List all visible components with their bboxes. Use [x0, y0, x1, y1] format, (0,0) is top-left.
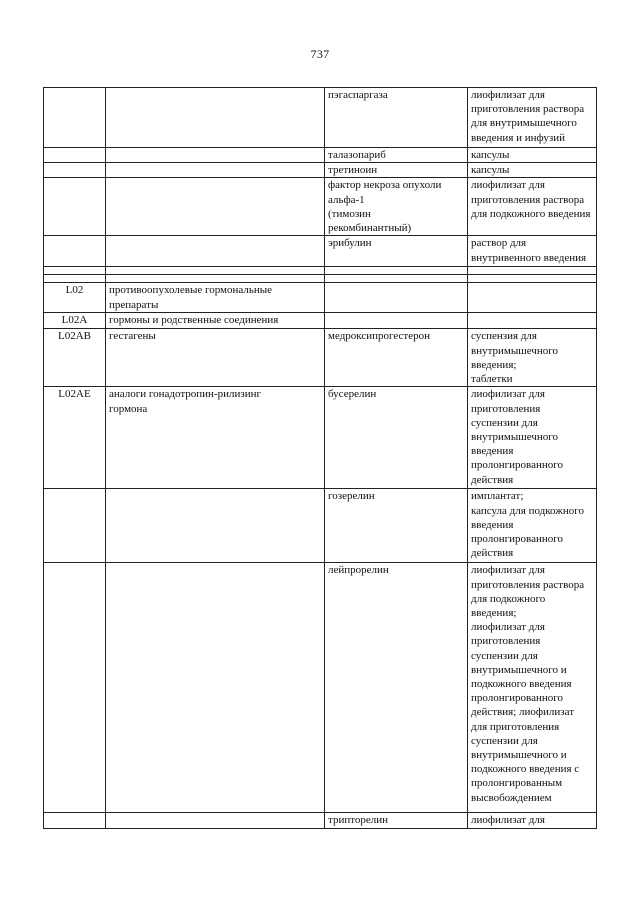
- group-name-cell: [106, 563, 325, 813]
- drug-name-cell: гозерелин: [325, 489, 468, 563]
- atc-code-cell: L02AE: [44, 387, 106, 489]
- table-row: [44, 387, 597, 489]
- atc-code-cell: [44, 275, 106, 283]
- drug-name-cell: бусерелин: [325, 387, 468, 489]
- drug-name-cell: [325, 283, 468, 313]
- table-row: [44, 267, 597, 275]
- dosage-form-cell: [468, 313, 597, 329]
- atc-code-cell: [44, 267, 106, 275]
- table-row: [44, 813, 597, 828]
- table-row: [44, 563, 597, 813]
- dosage-form-cell: [468, 275, 597, 283]
- table-body: [44, 88, 597, 829]
- group-name-cell: [106, 178, 325, 236]
- atc-code-cell: [44, 148, 106, 163]
- table-row: [44, 329, 597, 387]
- table-row: [44, 489, 597, 563]
- group-name-cell: аналоги гонадотропин-рилизинг гормона: [106, 387, 325, 489]
- drug-name-cell: [325, 275, 468, 283]
- group-name-cell: гормоны и родственные соединения: [106, 313, 325, 329]
- drug-name-cell: лейпрорелин: [325, 563, 468, 813]
- dosage-form-cell: капсулы: [468, 148, 597, 163]
- atc-code-cell: [44, 163, 106, 178]
- table-row: [44, 163, 597, 178]
- atc-code-cell: L02A: [44, 313, 106, 329]
- table-row: [44, 236, 597, 267]
- atc-code-cell: [44, 236, 106, 267]
- table-row: [44, 275, 597, 283]
- group-name-cell: [106, 267, 325, 275]
- drug-table: [43, 87, 597, 829]
- drug-name-cell: третиноин: [325, 163, 468, 178]
- dosage-form-cell: суспензия для внутримышечного введения; таблетки: [468, 329, 597, 387]
- atc-code-cell: L02AB: [44, 329, 106, 387]
- atc-code-cell: [44, 489, 106, 563]
- group-name-cell: [106, 813, 325, 828]
- table-row: [44, 313, 597, 329]
- page-number: 737: [310, 47, 330, 61]
- drug-name-cell: талазопариб: [325, 148, 468, 163]
- atc-code-cell: [44, 178, 106, 236]
- group-name-cell: [106, 489, 325, 563]
- dosage-form-cell: лиофилизат для приготовления раствора для подкожного введения: [468, 178, 597, 236]
- group-name-cell: [106, 163, 325, 178]
- group-name-cell: гестагены: [106, 329, 325, 387]
- dosage-form-cell: лиофилизат для: [468, 813, 597, 828]
- dosage-form-cell: капсулы: [468, 163, 597, 178]
- group-name-cell: [106, 88, 325, 148]
- dosage-form-cell: [468, 267, 597, 275]
- group-name-cell: [106, 275, 325, 283]
- drug-name-cell: медроксипрогестерон: [325, 329, 468, 387]
- drug-name-cell: эрибулин: [325, 236, 468, 267]
- atc-code-cell: L02: [44, 283, 106, 313]
- table-row: [44, 88, 597, 148]
- atc-code-cell: [44, 813, 106, 828]
- group-name-cell: [106, 236, 325, 267]
- dosage-form-cell: лиофилизат для приготовления суспензии для внутримышечного введения пролонгированного действия: [468, 387, 597, 489]
- dosage-form-cell: лиофилизат для приготовления раствора для внутримышечного введения и инфузий: [468, 88, 597, 148]
- dosage-form-cell: раствор для внутривенного введения: [468, 236, 597, 267]
- drug-name-cell: [325, 267, 468, 275]
- table-row: [44, 178, 597, 236]
- dosage-form-cell: лиофилизат для приготовления раствора для подкожного введения; лиофилизат для приготовления суспензии для внутримышечного и подкожного введения пролонгированного действия; лиофилизат для приготовления суспензии для внутримышечного и подкожного введения с пролонгированным высвобождением: [468, 563, 597, 813]
- drug-name-cell: [325, 313, 468, 329]
- atc-code-cell: [44, 563, 106, 813]
- dosage-form-cell: [468, 283, 597, 313]
- group-name-cell: противоопухолевые гормональные препараты: [106, 283, 325, 313]
- table-row: [44, 283, 597, 313]
- table-row: [44, 148, 597, 163]
- drug-name-cell: пэгаспаргаза: [325, 88, 468, 148]
- drug-name-cell: трипторелин: [325, 813, 468, 828]
- drug-name-cell: фактор некроза опухоли альфа-1 (тимозин рекомбинантный): [325, 178, 468, 236]
- atc-code-cell: [44, 88, 106, 148]
- group-name-cell: [106, 148, 325, 163]
- dosage-form-cell: имплантат; капсула для подкожного введения пролонгированного действия: [468, 489, 597, 563]
